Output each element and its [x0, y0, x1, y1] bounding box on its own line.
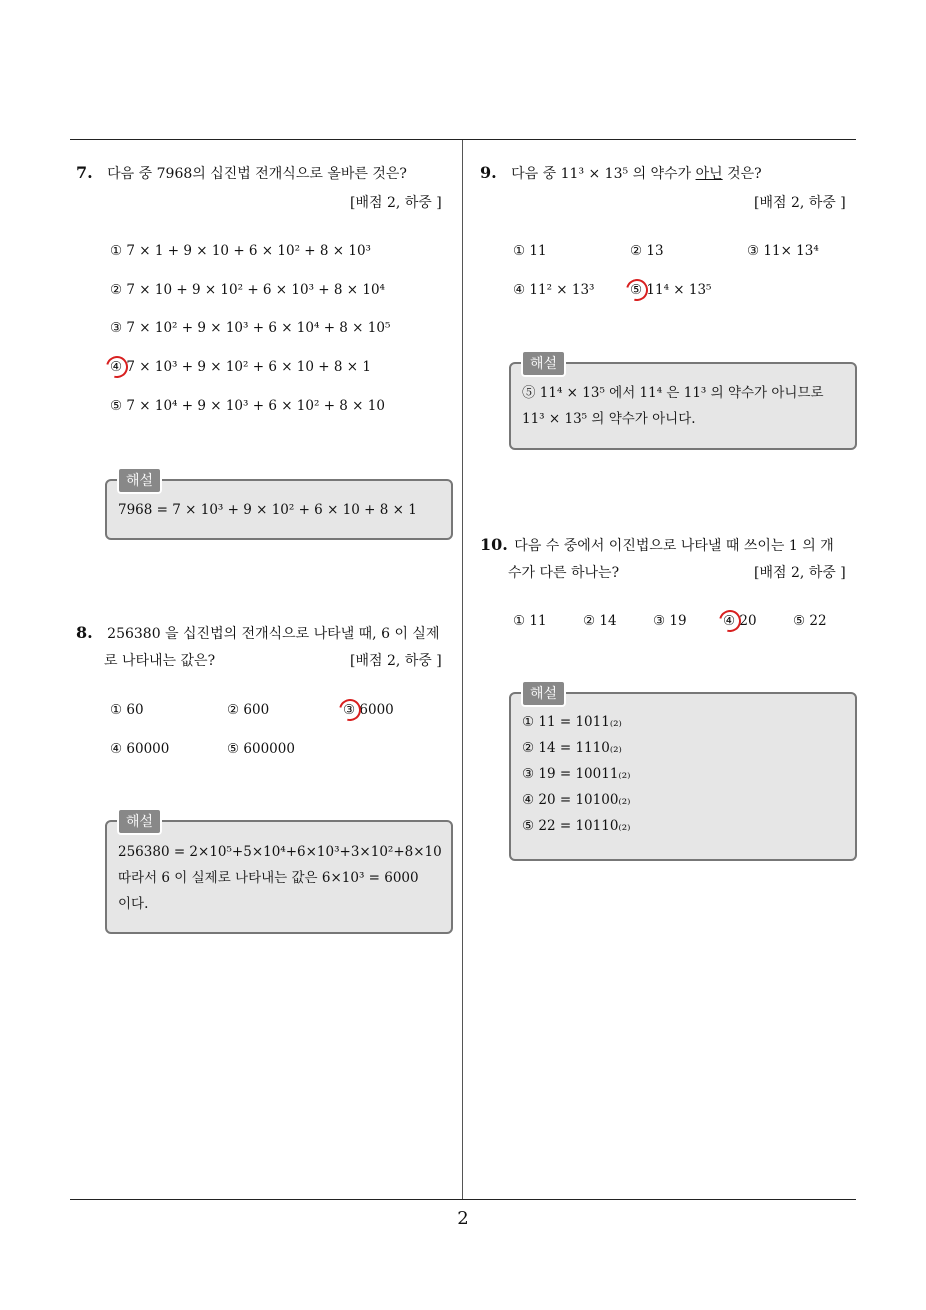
- question-meta: [배점 2, 하중 ]: [754, 565, 846, 581]
- question-7: [76, 163, 407, 183]
- question-number: 10.: [480, 535, 508, 554]
- question-text: 다음 중 7968의 십진법 전개식으로 올바른 것은?: [107, 166, 407, 182]
- solution-line: ② 14 = 1110₍₂₎: [522, 740, 622, 756]
- option-3[interactable]: ③ 6000: [343, 702, 394, 718]
- solution-line: ③ 19 = 10011₍₂₎: [522, 766, 631, 782]
- solution-line: ⑤ 11⁴ × 13⁵ 에서 11⁴ 은 11³ 의 약수가 아니므로: [522, 385, 824, 401]
- question-text: 다음 수 중에서 이진법으로 나타낼 때 쓰이는 1 의 개: [514, 538, 834, 554]
- top-rule: [70, 139, 856, 140]
- solution-tag: 해설: [117, 467, 162, 494]
- question-meta: [배점 2, 하중 ]: [754, 195, 846, 211]
- answer-mark: [335, 695, 365, 725]
- question-number: 7.: [76, 163, 93, 182]
- option-2[interactable]: ② 600: [227, 702, 270, 718]
- question-number: 9.: [480, 163, 497, 182]
- option-5[interactable]: ⑤ 22: [793, 613, 827, 629]
- option-4[interactable]: ④ 20: [723, 613, 757, 629]
- question-meta: [배점 2, 하중 ]: [350, 653, 442, 669]
- option-1[interactable]: ① 11: [513, 613, 547, 629]
- option-5[interactable]: ⑤ 7 × 10⁴ + 9 × 10³ + 6 × 10² + 8 × 10: [110, 398, 385, 414]
- question-8: [76, 623, 439, 643]
- solution-line: ④ 20 = 10100₍₂₎: [522, 792, 631, 808]
- question-9: [480, 163, 762, 183]
- solution-line: 따라서 6 이 실제로 나타내는 값은 6×10³ = 6000: [118, 870, 419, 886]
- solution-line: 이다.: [118, 896, 149, 912]
- option-1[interactable]: ① 7 × 1 + 9 × 10 + 6 × 10² + 8 × 10³: [110, 243, 371, 259]
- solution-tag: 해설: [521, 350, 566, 377]
- bottom-rule: [70, 1199, 856, 1200]
- question-text-line2: 로 나타내는 값은?: [104, 653, 216, 669]
- option-4[interactable]: ④ 11² × 13³: [513, 282, 595, 298]
- solution-line: ① 11 = 1011₍₂₎: [522, 714, 622, 730]
- option-1[interactable]: ① 11: [513, 243, 547, 259]
- solution-tag: 해설: [117, 808, 162, 835]
- page-number: 2: [457, 1208, 469, 1229]
- underlined-word: 아닌: [695, 166, 723, 182]
- option-5[interactable]: ⑤ 600000: [227, 741, 295, 757]
- question-text-part: 다음 중 11³ × 13⁵ 의 약수가: [511, 166, 696, 182]
- answer-mark: [622, 275, 652, 305]
- option-2[interactable]: ② 7 × 10 + 9 × 10² + 6 × 10³ + 8 × 10⁴: [110, 282, 385, 298]
- solution-line: ⑤ 22 = 10110₍₂₎: [522, 818, 631, 834]
- question-number: 8.: [76, 623, 93, 642]
- solution-tag: 해설: [521, 680, 566, 707]
- answer-mark: [102, 352, 132, 382]
- option-3[interactable]: ③ 11× 13⁴: [747, 243, 819, 259]
- solution-line: 7968 = 7 × 10³ + 9 × 10² + 6 × 10 + 8 × 1: [118, 502, 417, 518]
- question-text: 256380 을 십진법의 전개식으로 나타낼 때, 6 이 실제: [107, 626, 440, 642]
- option-4[interactable]: ④ 7 × 10³ + 9 × 10² + 6 × 10 + 8 × 1: [110, 359, 371, 375]
- solution-line: 11³ × 13⁵ 의 약수가 아니다.: [522, 411, 696, 427]
- question-10: [480, 535, 834, 555]
- option-2[interactable]: ② 13: [630, 243, 664, 259]
- option-5[interactable]: ⑤ 11⁴ × 13⁵: [630, 282, 712, 298]
- option-4[interactable]: ④ 60000: [110, 741, 170, 757]
- column-divider: [462, 140, 463, 1200]
- option-2[interactable]: ② 14: [583, 613, 617, 629]
- question-text-part: 것은?: [722, 166, 762, 182]
- question-text: [511, 166, 761, 182]
- option-3[interactable]: ③ 19: [653, 613, 687, 629]
- solution-line: 256380 = 2×10⁵+5×10⁴+6×10³+3×10²+8×10: [118, 844, 442, 860]
- answer-mark: [715, 606, 745, 636]
- option-1[interactable]: ① 60: [110, 702, 144, 718]
- option-3[interactable]: ③ 7 × 10² + 9 × 10³ + 6 × 10⁴ + 8 × 10⁵: [110, 320, 391, 336]
- question-text-line2: 수가 다른 하나는?: [508, 565, 620, 581]
- question-meta: [배점 2, 하중 ]: [350, 195, 442, 211]
